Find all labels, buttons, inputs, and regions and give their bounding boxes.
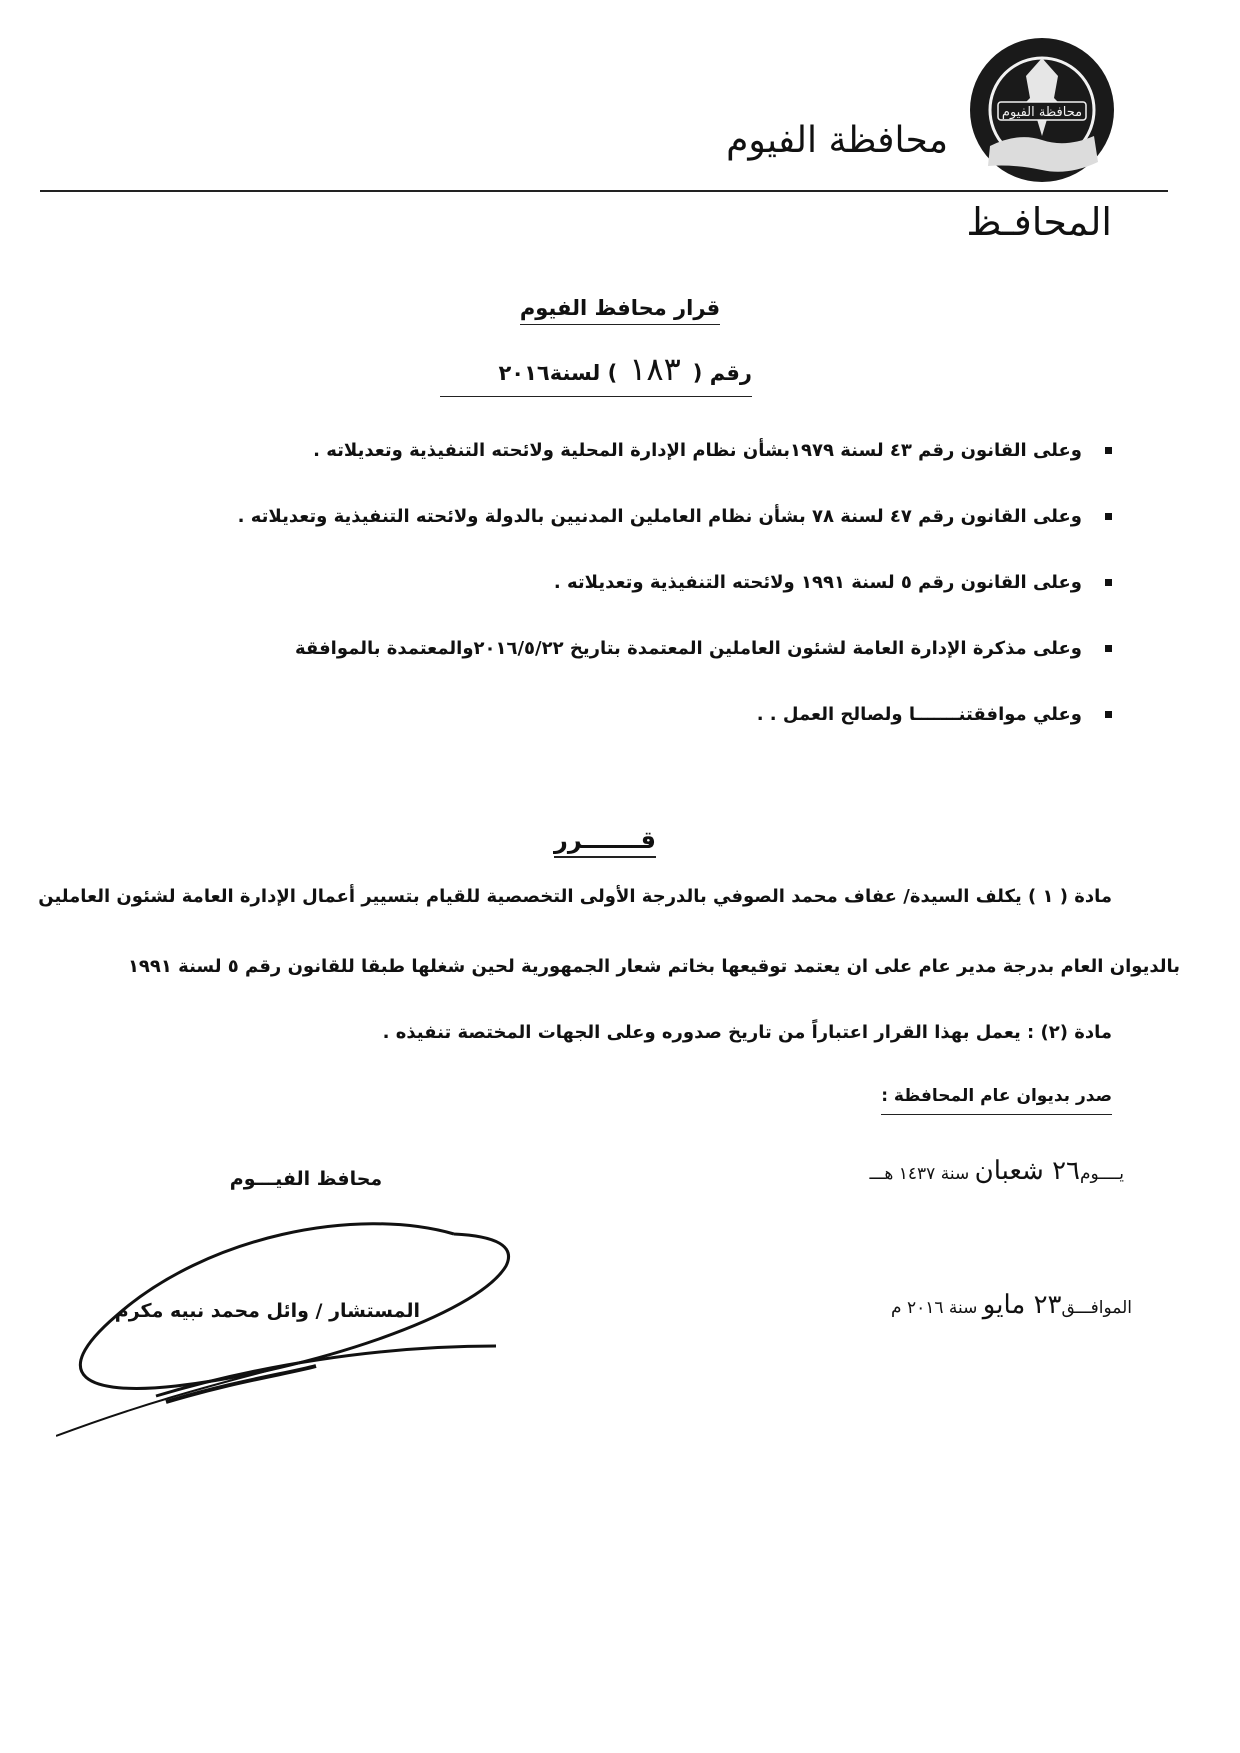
hijri-prefix: يــــوم [1080,1164,1124,1184]
seal-text: محافظة الفيوم [1001,105,1083,120]
article-1-line-1: مادة ( ١ ) يكلف السيدة/ عفاف محمد الصوفي بالدرجة الأولى التخصصية للقيام بتسيير أعمال الإدارة العامة لشئون العاملين [38,886,1112,907]
bullet-square-icon [1105,645,1112,652]
office-title: المحافـظ [966,200,1112,244]
bullet-square-icon [1105,711,1112,718]
hijri-date [869,1156,1124,1186]
greg-suffix: سنة ٢٠١٦ م [891,1298,978,1318]
decision-heading-text: قـــــــرر [554,826,656,858]
decree-number-suffix: ) لسنة٢٠١٦ [498,361,618,385]
preamble-item: وعلي موافقتنـــــــا ولصالح العمل . . [212,702,1112,728]
signer-name: المستشار / وائل محمد نبيه مكرم [114,1300,420,1322]
preamble-list [212,438,1112,768]
decree-number-handwritten: ١٨٣ [629,350,681,388]
bullet-square-icon [1105,447,1112,454]
article-1-line-2: بالديوان العام بدرجة مدير عام على ان يعتمد توقيعها بخاتم شعار الجمهورية لحين شغلها طبقا للقانون رقم ٥ لسنة ١٩٩١ [127,956,1180,977]
governorate-name: محافظة الفيوم [726,120,948,161]
preamble-item: وعلى القانون رقم ٥ لسنة ١٩٩١ ولائحته التنفيذية وتعديلاته . [212,570,1112,596]
signer-title: محافظ الفيـــوم [229,1168,383,1190]
bullet-square-icon [1105,579,1112,586]
greg-day-handwritten: ٢٣ مايو [982,1290,1062,1320]
decree-title-text: قرار محافظ الفيوم [520,296,720,325]
preamble-item: وعلى القانون رقم ٤٧ لسنة ٧٨ بشأن نظام العاملين المدنيين بالدولة ولائحته التنفيذية وتعديلاته . [212,504,1112,530]
governorate-seal [968,36,1116,184]
gregorian-date [891,1290,1132,1320]
hijri-day-handwritten: ٢٦ شعبان [974,1156,1081,1186]
decree-title [420,296,820,320]
decision-heading [520,826,690,854]
header-divider [40,190,1168,192]
article-2: مادة (٢) : يعمل بهذا القرار اعتباراً من تاريخ صدوره وعلى الجهات المختصة تنفيذه . [382,1022,1112,1043]
decree-number-line [440,350,752,397]
issued-at-label: صدر بديوان عام المحافظة : [881,1086,1112,1115]
decree-number-prefix: رقم ( [692,361,752,385]
bullet-square-icon [1105,513,1112,520]
greg-prefix: الموافـــق [1061,1298,1132,1318]
hijri-suffix: سنة ١٤٣٧ هـــ [869,1164,970,1184]
preamble-item: وعلى مذكرة الإدارة العامة لشئون العاملين المعتمدة بتاريخ ٢٠١٦/٥/٢٢والمعتمدة بالموافقة [212,636,1112,662]
preamble-item: وعلى القانون رقم ٤٣ لسنة ١٩٧٩بشأن نظام الإدارة المحلية ولائحته التنفيذية وتعديلاته . [212,438,1112,464]
